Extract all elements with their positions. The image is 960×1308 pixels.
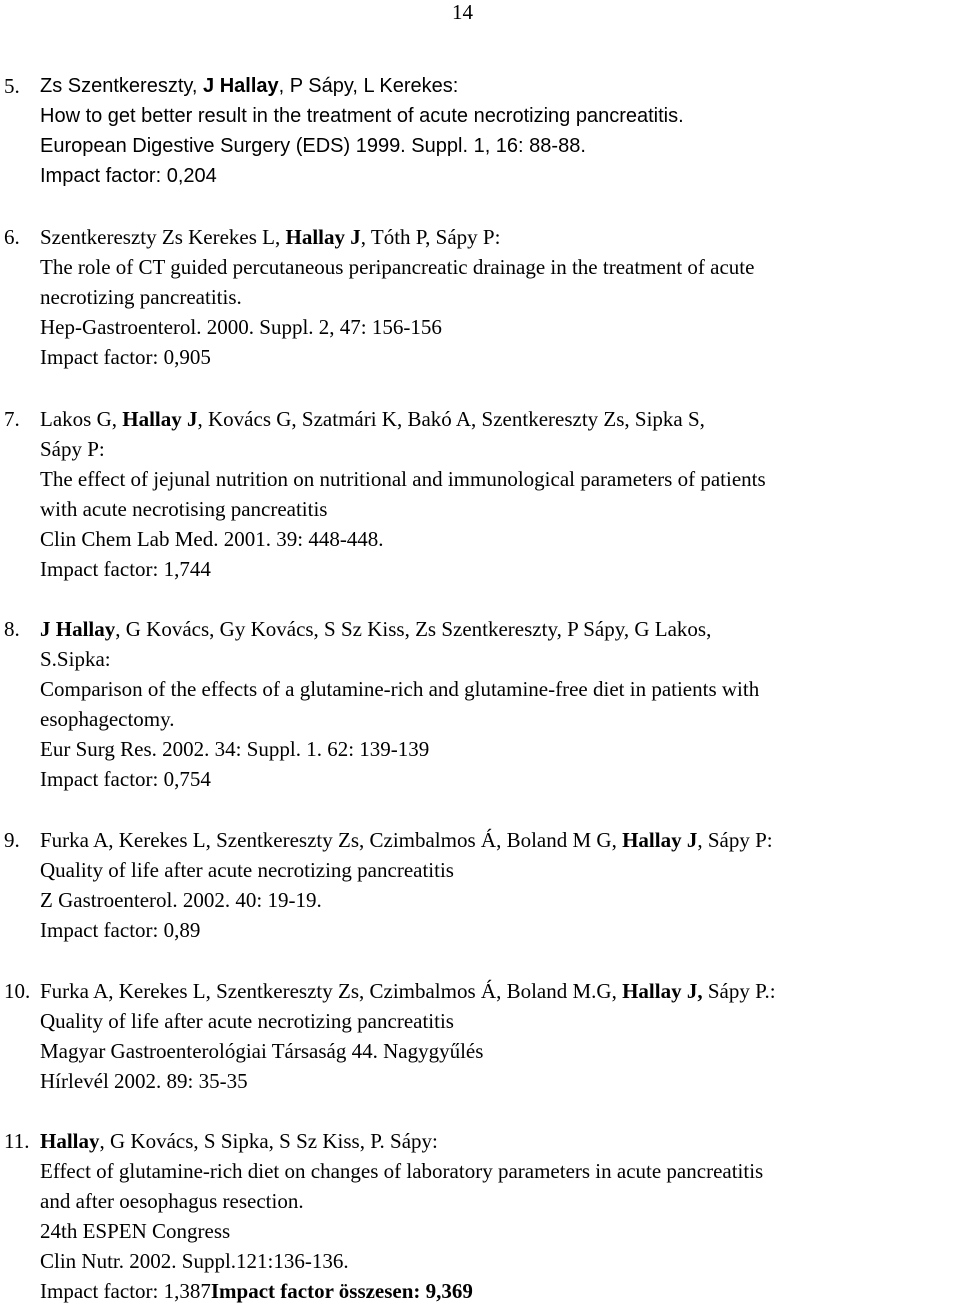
entry-journal: Eur Surg Res. 2002. 34: Suppl. 1. 62: 139-139 bbox=[40, 737, 430, 761]
entry-journal-line: Hírlevél 2002. 89: 35-35 bbox=[40, 1069, 248, 1093]
entry-impact-factor: Impact factor: 1,744 bbox=[40, 557, 211, 581]
entry-number: 11. bbox=[4, 1129, 30, 1153]
entry-authors bbox=[40, 222, 960, 252]
entry-journal-line: Magyar Gastroenterológiai Társaság 44. Nagygyűlés bbox=[40, 1039, 484, 1063]
entry-title-line: necrotizing pancreatitis. bbox=[40, 285, 242, 309]
author-text: Szentkereszty Zs Kerekes L, bbox=[40, 225, 286, 249]
entry-authors bbox=[40, 1126, 960, 1156]
entry-title-line: Effect of glutamine-rich diet on changes of laboratory parameters in acute pancreatitis bbox=[40, 1159, 764, 1183]
entry-journal: Clin Chem Lab Med. 2001. 39: 448-448. bbox=[40, 527, 384, 551]
author-text: , Sápy P: bbox=[697, 828, 773, 852]
entry-impact-factor: Impact factor: 0,204 bbox=[40, 165, 217, 187]
author-text: , G Kovács, S Sipka, S Sz Kiss, P. Sápy: bbox=[99, 1129, 438, 1153]
entry-number: 5. bbox=[4, 74, 20, 98]
highlighted-author: Hallay J bbox=[622, 828, 698, 852]
entry-journal-line: 24th ESPEN Congress bbox=[40, 1219, 231, 1243]
author-text: , P Sápy, L Kerekes: bbox=[278, 75, 459, 97]
entry-authors bbox=[40, 404, 960, 434]
entry-number: 10. bbox=[4, 979, 31, 1003]
entry-authors bbox=[40, 976, 960, 1006]
total-impact-factor: Impact factor összesen: 9,369 bbox=[210, 1279, 473, 1303]
author-text: , Tóth P, Sápy P: bbox=[360, 225, 501, 249]
entry-title-line: with acute necrotising pancreatitis bbox=[40, 497, 328, 521]
entry-number: 9. bbox=[4, 828, 20, 852]
entry-authors-continued: Sápy P: bbox=[40, 437, 105, 461]
highlighted-author: Hallay J bbox=[122, 407, 198, 431]
highlighted-author: J Hallay bbox=[40, 617, 116, 641]
entry-authors bbox=[40, 614, 960, 644]
entry-title: How to get better result in the treatment of acute necrotizing pancreatitis. bbox=[40, 105, 684, 127]
entry-title-line: Comparison of the effects of a glutamine-rich and glutamine-free diet in patients with bbox=[40, 677, 760, 701]
entry-title-line: The effect of jejunal nutrition on nutritional and immunological parameters of patients bbox=[40, 467, 766, 491]
author-text: , Kovács G, Szatmári K, Bakó A, Szentkereszty Zs, Sipka S, bbox=[197, 407, 705, 431]
entry-authors bbox=[40, 71, 960, 101]
entry-impact-factor: Impact factor: 0,754 bbox=[40, 767, 211, 791]
entry-title: Quality of life after acute necrotizing pancreatitis bbox=[40, 858, 454, 882]
entry-journal-line: Clin Nutr. 2002. Suppl.121:136-136. bbox=[40, 1249, 349, 1273]
entry-authors bbox=[40, 825, 960, 855]
entry-impact-factor: Impact factor: 0,89 bbox=[40, 918, 201, 942]
author-text: Zs Szentkereszty, bbox=[40, 75, 204, 97]
page-number: 14 bbox=[452, 0, 473, 24]
entry-impact-factor: Impact factor: 0,905 bbox=[40, 345, 211, 369]
entry-journal: European Digestive Surgery (EDS) 1999. Suppl. 1, 16: 88-88. bbox=[40, 135, 586, 157]
entry-title-line: and after oesophagus resection. bbox=[40, 1189, 304, 1213]
highlighted-author: Hallay J, bbox=[622, 979, 703, 1003]
author-text: Lakos G, bbox=[40, 407, 123, 431]
entry-journal: Z Gastroenterol. 2002. 40: 19-19. bbox=[40, 888, 322, 912]
entry-title-line: esophagectomy. bbox=[40, 707, 175, 731]
entry-title: Quality of life after acute necrotizing pancreatitis bbox=[40, 1009, 454, 1033]
author-text: Furka A, Kerekes L, Szentkereszty Zs, Czimbalmos Á, Boland M G, bbox=[40, 828, 623, 852]
highlighted-author: J Hallay bbox=[203, 75, 279, 97]
author-text: , G Kovács, Gy Kovács, S Sz Kiss, Zs Szentkereszty, P Sápy, G Lakos, bbox=[115, 617, 712, 641]
entry-journal: Hep-Gastroenterol. 2000. Suppl. 2, 47: 156-156 bbox=[40, 315, 442, 339]
entry-title-line: The role of CT guided percutaneous peripancreatic drainage in the treatment of acute bbox=[40, 255, 755, 279]
entry-impact-factor bbox=[40, 1276, 960, 1306]
impact-factor-text: Impact factor: 1,387 bbox=[40, 1279, 211, 1303]
entry-number: 7. bbox=[4, 407, 20, 431]
highlighted-author: Hallay J bbox=[285, 225, 361, 249]
author-text: Furka A, Kerekes L, Szentkereszty Zs, Czimbalmos Á, Boland M.G, bbox=[40, 979, 623, 1003]
entry-authors-continued: S.Sipka: bbox=[40, 647, 111, 671]
entry-number: 6. bbox=[4, 225, 20, 249]
highlighted-author: Hallay bbox=[40, 1129, 100, 1153]
author-text: Sápy P.: bbox=[702, 979, 776, 1003]
entry-number: 8. bbox=[4, 617, 20, 641]
